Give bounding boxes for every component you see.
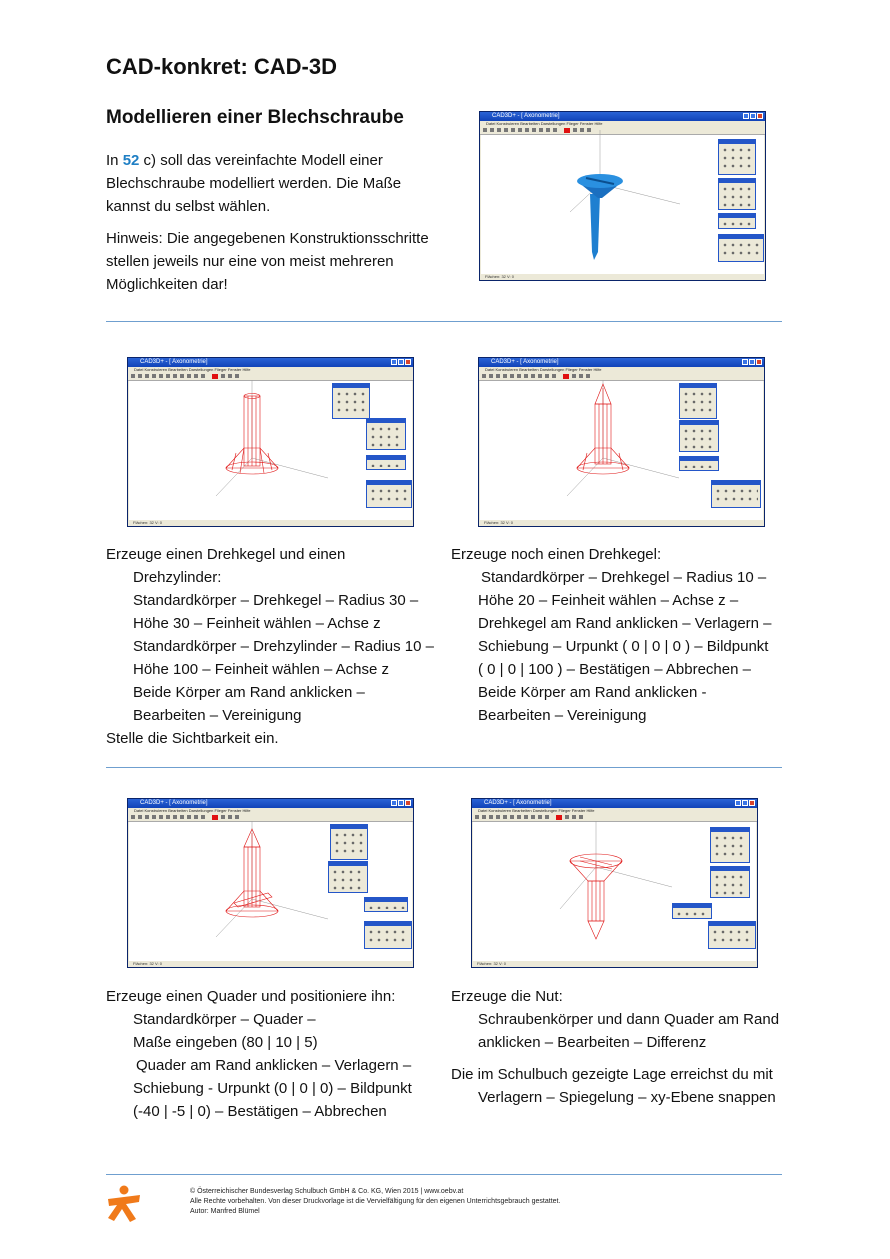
- step4-line: Die im Schulbuch gezeigte Lage erreichst du mit: [451, 1066, 773, 1083]
- window-menu: Datei Konstruieren Bearbeiten Darstellungen Flieger Fenster Hilfe: [128, 367, 413, 373]
- intro-text: [106, 149, 466, 296]
- window-status: Flächen: 32 V: 0: [481, 274, 764, 280]
- step1-line: Höhe 30 – Feinheit wählen – Achse z: [133, 615, 381, 632]
- step2-line: Schiebung – Urpunkt ( 0 | 0 | 0 ) – Bildpunkt: [478, 638, 769, 655]
- step3-line: Erzeuge einen Quader und positioniere ihn:: [106, 988, 396, 1005]
- hint-line1: Hinweis: Die angegebenen Konstruktionsschritte: [106, 230, 429, 247]
- cad-screenshot-step4: [471, 798, 758, 968]
- window-menu: Datei Konstruieren Bearbeiten Darstellungen Flieger Fenster Hilfe: [128, 808, 413, 814]
- step2-line: Bearbeiten – Vereinigung: [478, 707, 647, 724]
- cad-screenshot-step1: [127, 357, 414, 527]
- intro-line3: kannst du selbst wählen.: [106, 198, 271, 215]
- divider: [106, 1174, 782, 1175]
- step1-line: Stelle die Sichtbarkeit ein.: [106, 730, 279, 747]
- intro-line2: Blechschraube modelliert werden. Die Maße: [106, 175, 402, 192]
- window-title: CAD3D+ - [ Axonometrie]: [484, 800, 552, 806]
- step3-line: Standardkörper – Quader –: [133, 1011, 316, 1028]
- footer-copyright: © Österreichischer Bundesverlag Schulbuch GmbH & Co. KG, Wien 2015 | www.oebv.at: [190, 1188, 464, 1195]
- hint-line3: Möglichkeiten dar!: [106, 276, 228, 293]
- hint-line2: stellen jeweils nur eine von meist mehreren: [106, 253, 394, 270]
- step2-line: Drehkegel am Rand anklicken – Verlagern –: [478, 615, 772, 632]
- window-title: CAD3D+ - [ Axonometrie]: [140, 800, 208, 806]
- step2-line: ( 0 | 0 | 100 ) – Bestätigen – Abbrechen –: [478, 661, 751, 678]
- divider: [106, 321, 782, 322]
- step2-line: Beide Körper am Rand anklicken -: [478, 684, 707, 701]
- step2-line: Erzeuge noch einen Drehkegel:: [451, 546, 662, 563]
- step3-line: (-40 | -5 | 0) – Bestätigen – Abbrechen: [133, 1103, 387, 1120]
- section-title: Modellieren einer Blechschraube: [106, 107, 404, 128]
- window-status: Flächen: 32 V: 0: [129, 520, 412, 526]
- window-menu: Datei Konstruieren Bearbeiten Darstellungen Flieger Fenster Hilfe: [479, 367, 764, 373]
- intro-line1-pre: In: [106, 152, 123, 169]
- step4-line: Erzeuge die Nut:: [451, 988, 563, 1005]
- step1-line: Erzeuge einen Drehkegel und einen: [106, 546, 346, 563]
- step3-line: Schiebung - Urpunkt (0 | 0 | 0) – Bildpunkt: [133, 1080, 412, 1097]
- window-status: Flächen: 32 V: 0: [129, 961, 412, 967]
- divider: [106, 767, 782, 768]
- window-menu: Datei Konstruieren Bearbeiten Darstellungen Flieger Fenster Hilfe: [480, 121, 765, 127]
- footer-author: Autor: Manfred Blümel: [190, 1208, 260, 1215]
- window-title: CAD3D+ - [ Axonometrie]: [492, 113, 560, 119]
- step3-line: Quader am Rand anklicken – Verlagern –: [136, 1057, 412, 1074]
- step1-line: Standardkörper – Drehzylinder – Radius 10 –: [133, 638, 435, 655]
- footer-rights: Alle Rechte vorbehalten. Von dieser Druckvorlage ist die Vervielfältigung für den eigenen Unterrichtsgebrauch gestattet.: [190, 1198, 561, 1205]
- step2-text: [451, 543, 787, 727]
- step3-line: Maße eingeben (80 | 10 | 5): [133, 1034, 318, 1051]
- footer-text: [190, 1187, 560, 1217]
- step1-line: Drehzylinder:: [133, 569, 222, 586]
- page-title: CAD-konkret: CAD-3D: [106, 54, 338, 79]
- window-title: CAD3D+ - [ Axonometrie]: [491, 359, 559, 365]
- window-title: CAD3D+ - [ Axonometrie]: [140, 359, 208, 365]
- cad-screenshot-step3: [127, 798, 414, 968]
- step3-text: [106, 985, 446, 1123]
- cad-screenshot-step2: [478, 357, 765, 527]
- step1-line: Beide Körper am Rand anklicken –: [133, 684, 365, 701]
- window-status: Flächen: 32 V: 0: [480, 520, 763, 526]
- cad-screenshot-final: [479, 111, 766, 281]
- step1-line: Standardkörper – Drehkegel – Radius 30 –: [133, 592, 419, 609]
- step2-line: Höhe 20 – Feinheit wählen – Achse z –: [478, 592, 739, 609]
- step1-line: Höhe 100 – Feinheit wählen – Achse z: [133, 661, 390, 678]
- step4-line: anklicken – Bearbeiten – Differenz: [478, 1034, 707, 1051]
- step2-line: Standardkörper – Drehkegel – Radius 10 –: [481, 569, 767, 586]
- intro-line1-post: c) soll das vereinfachte Modell einer: [139, 152, 383, 169]
- exercise-number-link[interactable]: 52: [122, 152, 140, 169]
- step4-text: [451, 985, 787, 1109]
- step1-line: Bearbeiten – Vereinigung: [133, 707, 302, 724]
- window-status: Flächen: 32 V: 0: [473, 961, 756, 967]
- step4-line: Schraubenkörper und dann Quader am Rand: [478, 1011, 780, 1028]
- step1-text: [106, 543, 446, 750]
- window-menu: Datei Konstruieren Bearbeiten Darstellungen Flieger Fenster Hilfe: [472, 808, 757, 814]
- publisher-logo-icon: [106, 1185, 142, 1223]
- step4-line: Verlagern – Spiegelung – xy-Ebene snappen: [478, 1089, 776, 1106]
